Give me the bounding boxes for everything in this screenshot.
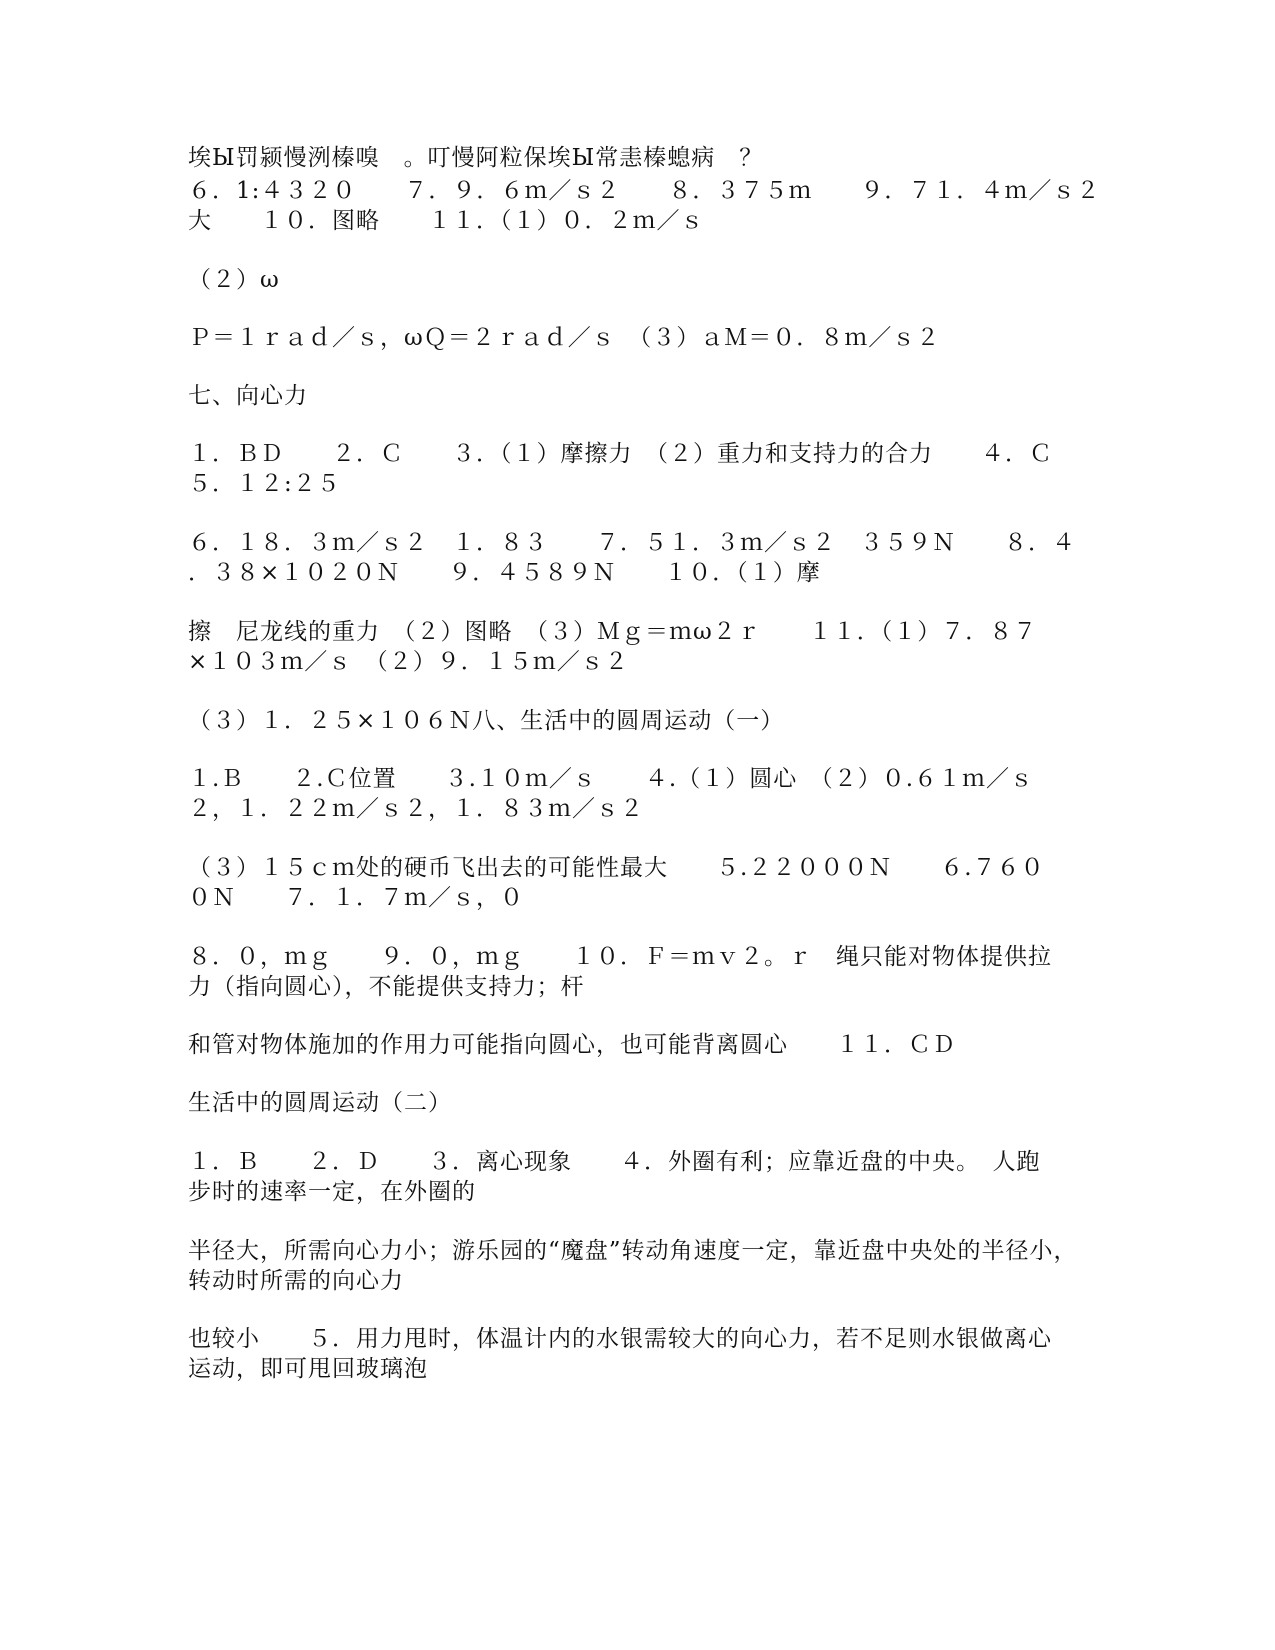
text-line: ２，１．２２ｍ／ｓ２，１．８３ｍ／ｓ２	[188, 796, 644, 822]
text-line: １．Ｂ ２．Ｄ ３．离心现象 ４．外圈有利；应靠近盘的中央。 人跑	[188, 1149, 1041, 1175]
text-line: 步时的速率一定，在外圈的	[188, 1179, 476, 1205]
text-line: ８．０，ｍｇ ９．０，ｍｇ １０．Ｆ＝ｍｖ２。ｒ 绳只能对物体提供拉	[188, 944, 1052, 970]
text-line: 也较小 ５．用力甩时，体温计内的水银需较大的向心力，若不足则水银做离心	[188, 1326, 1052, 1352]
text-line: 半径大，所需向心力小；游乐园的“魔盘”转动角速度一定，靠近盘中央处的半径小，	[188, 1238, 1078, 1264]
text-line: 擦 尼龙线的重力 （２）图略 （３）Ｍｇ＝ｍω２ｒ １１．（１）７．８７	[188, 619, 1038, 645]
section-heading: 生活中的圆周运动（二）	[188, 1090, 452, 1116]
text-line: 埃Ы罚颍慢洌榛嗅 。叮慢阿粒保埃Ы常恚榛螅病 ？	[188, 145, 764, 171]
text-line: Ｐ＝１ｒａｄ／ｓ，ωＱ＝２ｒａｄ／ｓ （３）ａＭ＝０．８ｍ／ｓ２	[188, 325, 941, 351]
text-line: ×１０３ｍ／ｓ （２）９．１５ｍ／ｓ２	[188, 649, 629, 675]
text-line: （２）ω	[188, 267, 280, 293]
text-line: 和管对物体施加的作用力可能指向圆心，也可能背离圆心 １１．ＣＤ	[188, 1032, 956, 1058]
text-line: １.Ｂ ２.Ｃ位置 ３.１０ｍ／ｓ ４.（１）圆心 （２）０.６１ｍ／ｓ	[188, 766, 1035, 792]
text-line: 大 １０．图略 １１．（１）０．２ｍ／ｓ	[188, 208, 705, 234]
text-line: ．３８×１０２０Ｎ ９．４５８９Ｎ １０．（１）摩	[188, 560, 821, 586]
text-line: 运动，即可甩回玻璃泡	[188, 1356, 428, 1382]
section-heading: 七、向心力	[188, 383, 308, 409]
text-line: 力（指向圆心），不能提供支持力；杆	[188, 974, 585, 1000]
text-line: ５．１２:２５	[188, 471, 341, 497]
text-line: 转动时所需的向心力	[188, 1268, 404, 1294]
text-line: （３）１．２５×１０６Ｎ八、生活中的圆周运动（一）	[188, 708, 785, 734]
text-line: ６．１８．３ｍ／ｓ２ １．８３ ７．５１．３ｍ／ｓ２ ３５９Ｎ ８．４	[188, 530, 1076, 556]
text-line: ０Ｎ ７．１．７ｍ／ｓ，０	[188, 885, 524, 911]
text-line: （３）１５ｃｍ处的硬币飞出去的可能性最大 ５.２２０００Ｎ ６.７６０	[188, 855, 1045, 881]
text-line: ６．1:４３２０ ７．９．６ｍ／ｓ２ ８．３７５ｍ ９．７１．４ｍ／ｓ２	[188, 178, 1101, 204]
text-line: １．ＢＤ ２．Ｃ ３．（１）摩擦力 （２）重力和支持力的合力 ４．Ｃ	[188, 441, 1053, 467]
